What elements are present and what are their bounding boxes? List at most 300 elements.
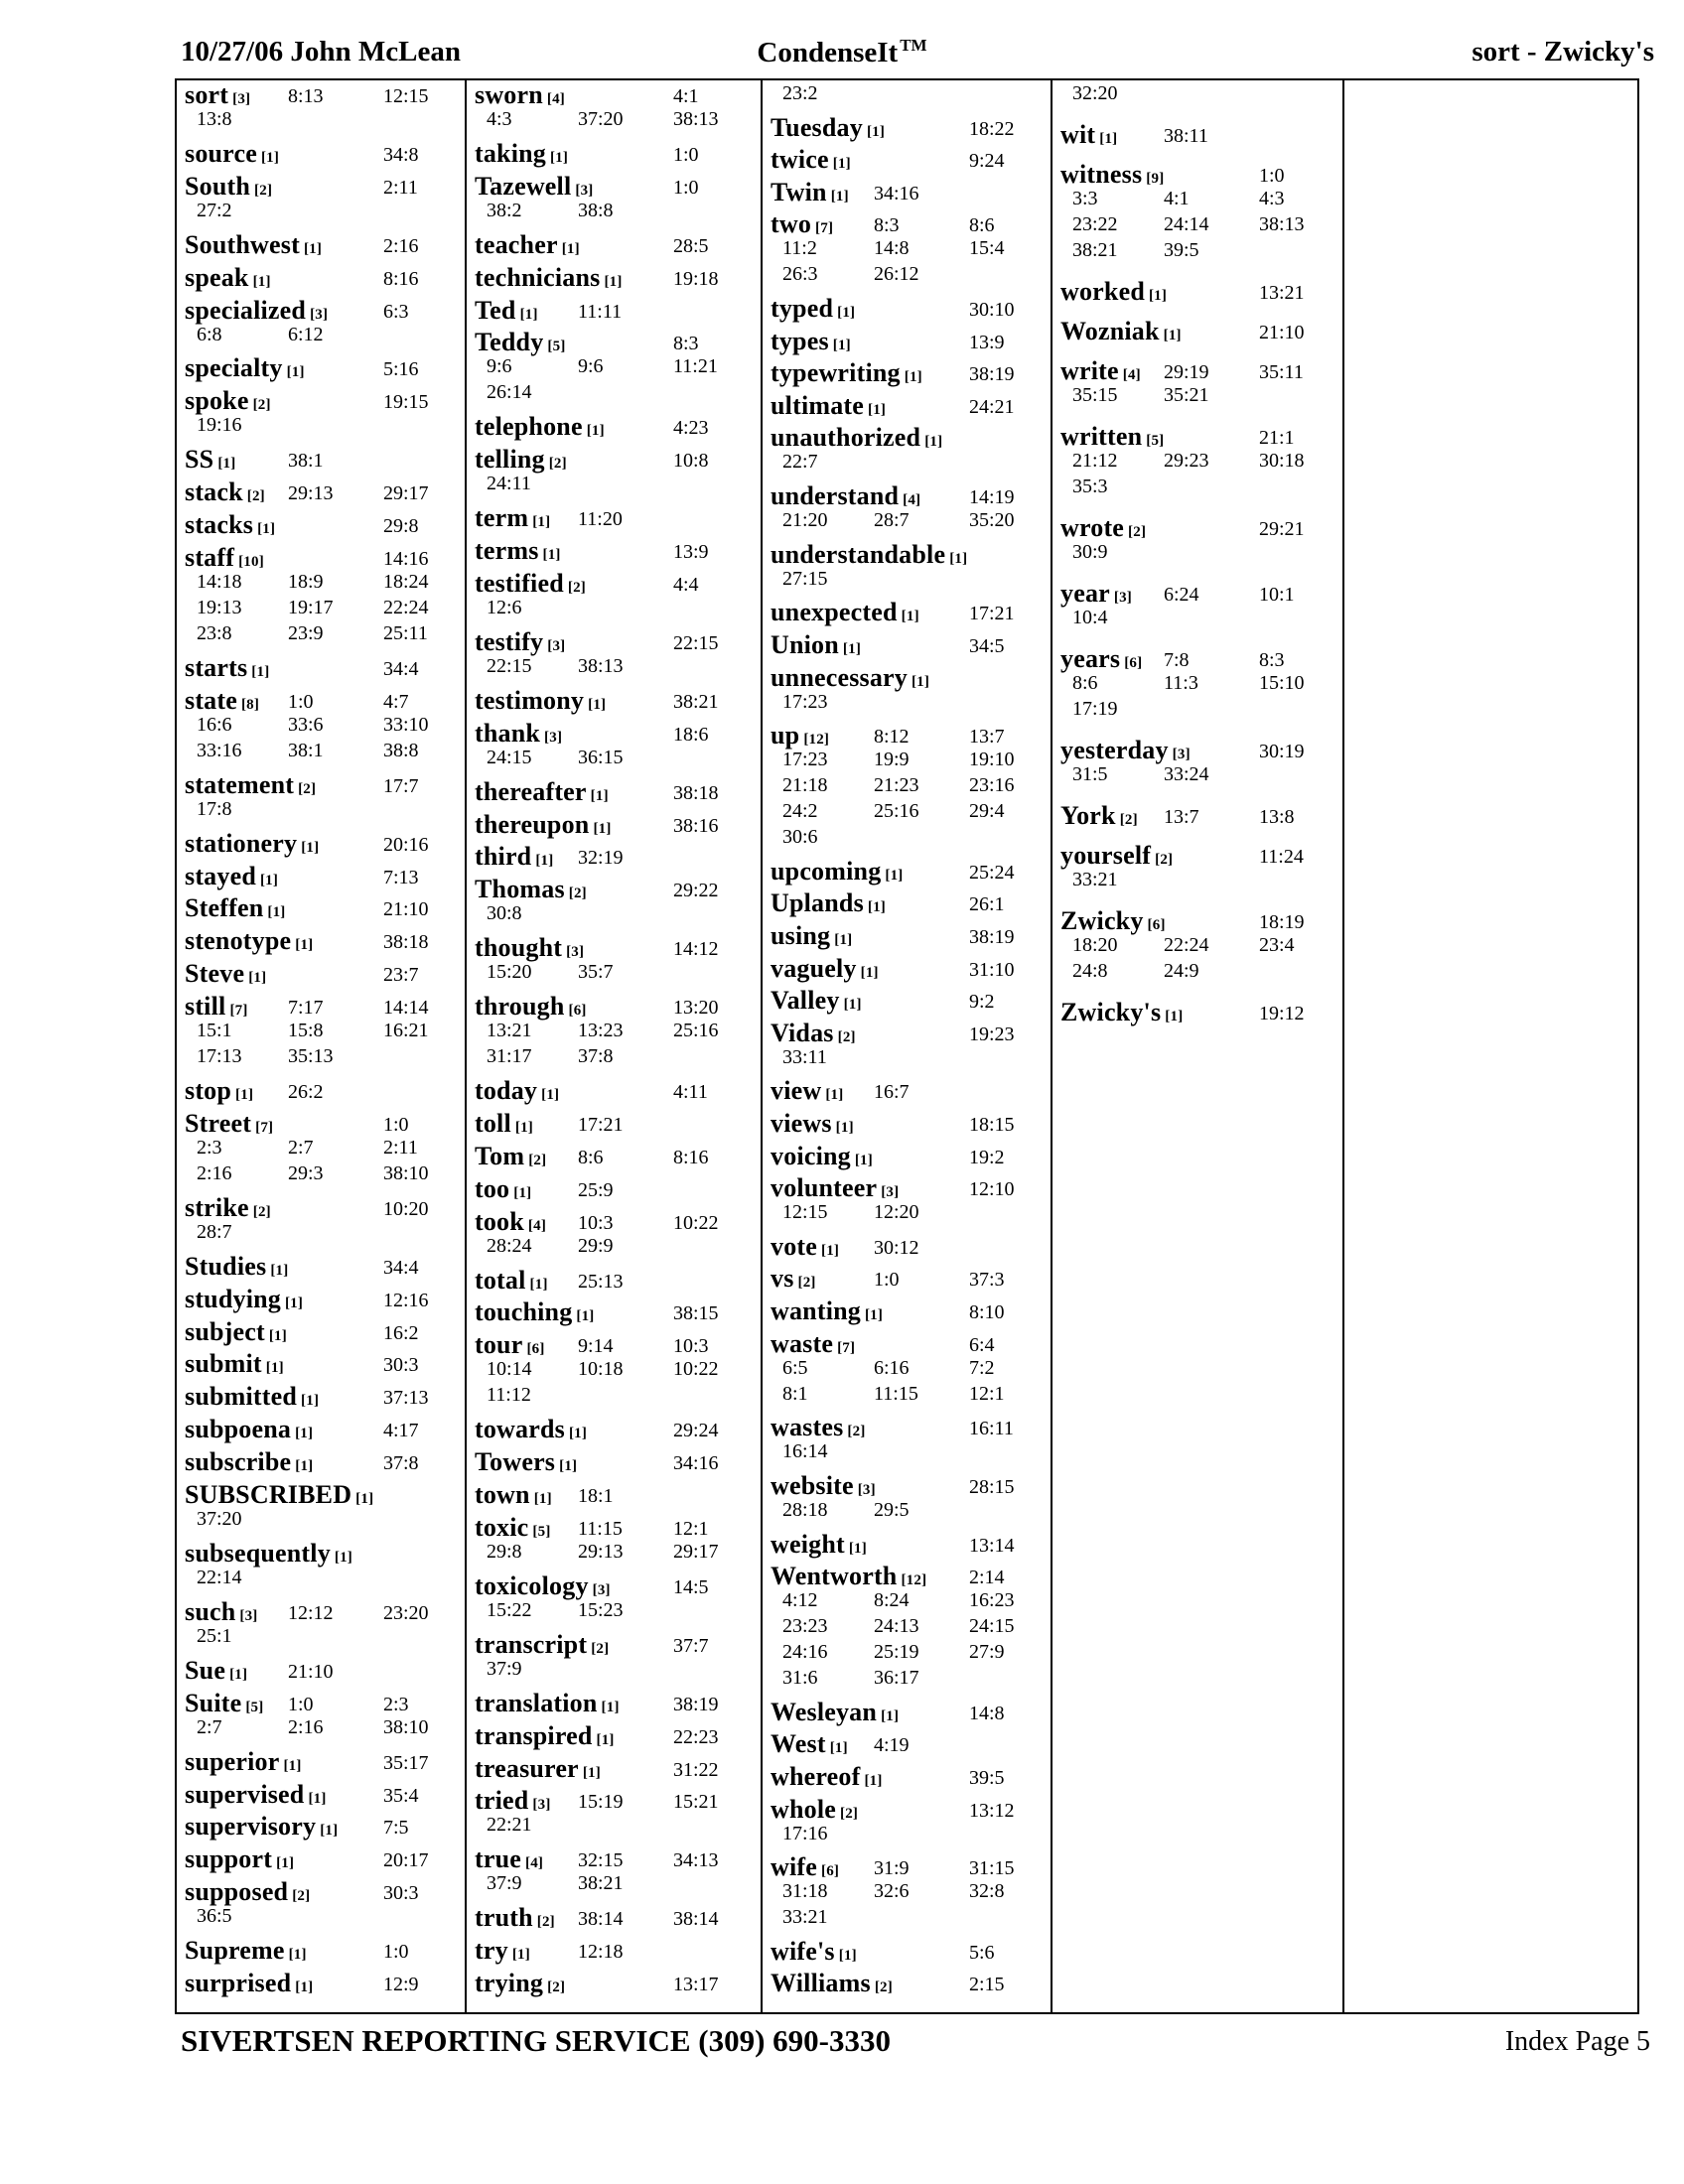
index-reference: 30:9: [1072, 541, 1108, 563]
index-word: [771, 1969, 893, 2002]
index-entry: [1060, 80, 1342, 106]
index-reference: 24:21: [969, 395, 1015, 418]
index-entry: [185, 770, 465, 822]
index-entry-first-line: [185, 1108, 465, 1138]
index-reference-row: [185, 796, 465, 822]
index-entry-first-line: [1060, 998, 1342, 1024]
index-reference: 8:16: [673, 1146, 709, 1168]
index-reference: 10:1: [1259, 584, 1295, 606]
index-word: [771, 1264, 816, 1297]
index-word-text: wastes: [771, 1413, 844, 1442]
index-word: [475, 1266, 548, 1299]
index-reference: 11:3: [1164, 672, 1198, 694]
index-word-text: stacks: [185, 510, 254, 540]
index-word-count: [1]: [576, 1308, 595, 1325]
index-word-count: [1]: [533, 1491, 552, 1508]
index-word-count: [5]: [547, 339, 566, 355]
index-entry: [185, 926, 465, 956]
index-word-text: voicing: [771, 1141, 851, 1170]
index-reference: 37:13: [383, 1387, 429, 1410]
index-word-count: [1]: [832, 337, 851, 353]
index-reference: 32:19: [578, 847, 624, 870]
index-word: [185, 1285, 303, 1318]
index-word-count: [3]: [544, 729, 563, 746]
index-entry: [185, 893, 465, 923]
index-entry-first-line: [185, 1447, 465, 1477]
index-word: [771, 178, 849, 211]
index-reference: 35:15: [1072, 384, 1118, 406]
index-entry-first-line: [771, 1413, 1051, 1442]
index-reference-row: [1060, 696, 1342, 722]
index-reference: 38:19: [673, 1693, 719, 1715]
index-reference: 24:2: [782, 800, 818, 823]
index-word-count: [3]: [547, 637, 566, 654]
index-reference: 15:20: [487, 961, 532, 984]
index-word: [475, 1689, 620, 1722]
index-entry-first-line: [185, 652, 465, 682]
index-reference: 38:2: [487, 199, 522, 221]
index-word: [475, 1297, 595, 1331]
index-word-count: [5]: [1146, 433, 1165, 449]
index-reference: 22:15: [487, 654, 532, 677]
index-entry: [185, 1812, 465, 1842]
index-reference: 4:11: [673, 1081, 708, 1104]
index-entry-first-line: [475, 229, 761, 259]
index-word: [185, 1076, 253, 1110]
index-word-count: [2]: [874, 1979, 893, 1996]
index-word-text: stenotype: [185, 926, 292, 956]
index-word-count: [1]: [259, 872, 279, 888]
index-entry: [185, 1382, 465, 1412]
index-reference: 37:20: [197, 1508, 242, 1531]
index-word-count: [1]: [868, 401, 887, 418]
index-reference: 38:8: [578, 199, 614, 221]
index-reference: 12:1: [969, 1382, 1005, 1405]
index-word-text: thought: [475, 933, 563, 963]
index-word-count: [1]: [864, 1772, 883, 1789]
index-word-count: [1]: [848, 1540, 867, 1557]
index-reference: 34:16: [673, 1452, 719, 1475]
index-entry: [185, 229, 465, 259]
index-entry: [771, 1471, 1051, 1523]
index-word-text: Twin: [771, 177, 827, 206]
index-entry-first-line: [475, 568, 761, 598]
index-reference: 8:3: [874, 214, 900, 237]
index-reference: 26:12: [874, 263, 919, 286]
index-entry-first-line: [185, 1382, 465, 1412]
index-entry-first-line: [771, 326, 1051, 355]
index-word-text: true: [475, 1844, 521, 1874]
index-entry-first-line: [475, 1076, 761, 1106]
index-entry-first-line: [771, 1936, 1051, 1966]
index-word-text: stationery: [185, 828, 298, 858]
index-reference: 33:21: [1072, 869, 1118, 890]
index-reference: 37:20: [578, 108, 624, 130]
index-entry: [771, 1019, 1051, 1070]
index-word-text: telling: [475, 445, 545, 475]
index-word-text: Wesleyan: [771, 1697, 878, 1726]
index-entry-first-line: [475, 1513, 761, 1542]
index-reference: 9:2: [969, 991, 995, 1014]
index-word-text: two: [771, 209, 812, 239]
index-entry-first-line: [475, 1903, 761, 1933]
index-reference-row: [771, 1821, 1051, 1846]
index-word-text: total: [475, 1265, 526, 1295]
index-word-text: Supreme: [185, 1936, 285, 1966]
index-word: [771, 145, 851, 179]
index-word-text: unauthorized: [771, 423, 921, 453]
index-entry: [1060, 513, 1342, 565]
index-word-text: Valley: [771, 986, 840, 1016]
index-word: [771, 921, 852, 955]
index-reference: 22:14: [197, 1567, 242, 1588]
index-entry-first-line: [185, 1596, 465, 1626]
trademark-mark: TM: [900, 36, 927, 55]
index-reference: 10:8: [673, 450, 709, 473]
index-entry: [475, 1786, 761, 1838]
index-entry-first-line: [185, 1480, 465, 1510]
index-reference: 21:18: [782, 774, 828, 797]
index-reference: 32:15: [578, 1849, 624, 1872]
index-word: [475, 842, 553, 876]
index-reference: 6:3: [383, 300, 409, 323]
index-reference: 9:14: [578, 1335, 614, 1358]
index-entry: [1060, 120, 1342, 149]
index-entry: [1060, 356, 1342, 408]
index-entry-first-line: [185, 959, 465, 989]
index-entry: [475, 1076, 761, 1106]
index-reference: 38:21: [578, 1872, 624, 1895]
index-entry-first-line: [1060, 277, 1342, 306]
index-word-text: whereof: [771, 1761, 861, 1791]
index-entry-first-line: [475, 1753, 761, 1783]
index-entry-first-line: [475, 875, 761, 904]
index-reference: 30:3: [383, 1354, 419, 1377]
index-entry: [771, 209, 1051, 287]
index-word-count: [6]: [568, 1003, 587, 1020]
index-entry: [475, 412, 761, 442]
index-reference: 1:0: [874, 1269, 900, 1292]
index-word-text: such: [185, 1596, 236, 1626]
index-word: [475, 1109, 533, 1143]
index-word-text: SUBSCRIBED: [185, 1480, 352, 1510]
index-reference: 5:16: [383, 358, 419, 381]
index-reference: 6:16: [874, 1356, 910, 1379]
index-word: [475, 1142, 546, 1175]
index-word-text: understand: [771, 481, 900, 511]
index-word: [475, 536, 561, 570]
index-word-count: [1]: [842, 640, 862, 657]
index-entry-first-line: [475, 1297, 761, 1327]
index-entry-first-line: [771, 423, 1051, 453]
index-reference: 30:10: [969, 299, 1015, 322]
index-entry-first-line: [1060, 579, 1342, 608]
index-reference: 4:17: [383, 1420, 419, 1442]
index-entry: [771, 326, 1051, 355]
index-word-text: terms: [475, 536, 539, 566]
index-entry-first-line: [771, 178, 1051, 204]
index-word-text: telephone: [475, 412, 583, 442]
index-reference: 33:11: [782, 1045, 827, 1068]
index-entry-first-line: [1060, 356, 1342, 385]
index-entry-first-line: [771, 1529, 1051, 1559]
index-reference: 15:19: [578, 1791, 624, 1814]
index-entry: [475, 719, 761, 770]
index-word-count: [2]: [567, 579, 586, 596]
index-word-count: [2]: [797, 1275, 816, 1292]
index-entry-first-line: [771, 721, 1051, 751]
index-word-count: [12]: [901, 1572, 927, 1589]
index-entry: [475, 295, 761, 325]
index-word-text: thereafter: [475, 776, 587, 806]
index-word-text: superior: [185, 1746, 280, 1776]
index-word-count: [1]: [924, 434, 943, 451]
index-entry-first-line: [771, 1141, 1051, 1170]
index-entry-first-line: [185, 1284, 465, 1313]
index-word: [771, 630, 861, 664]
index-word-text: starts: [185, 652, 248, 682]
index-entry: [185, 828, 465, 858]
index-word-text: yesterday: [1060, 736, 1169, 764]
index-word-count: [1]: [834, 931, 853, 948]
index-reference: 28:24: [487, 1234, 532, 1257]
index-word-text: thereupon: [475, 809, 590, 839]
index-entry-first-line: [475, 1108, 761, 1138]
index-entry-first-line: [475, 412, 761, 442]
index-word-count: [1]: [267, 904, 286, 921]
index-word-text: tour: [475, 1330, 523, 1360]
index-reference: 19:17: [288, 596, 334, 618]
index-word-text: toll: [475, 1108, 511, 1138]
index-entry: [771, 1329, 1051, 1407]
index-reference: 13:21: [1259, 282, 1305, 304]
index-reference: 9:6: [487, 355, 512, 378]
index-reference: 12:18: [578, 1941, 624, 1964]
index-entry: [475, 992, 761, 1069]
index-reference-row: [475, 379, 761, 405]
index-word-count: [1]: [568, 1426, 588, 1442]
index-reference-row: [1060, 932, 1342, 958]
index-word-text: subscribe: [185, 1447, 292, 1477]
index-reference: 38:10: [383, 1161, 429, 1184]
footer-page-label: Index Page 5: [1504, 2026, 1650, 2057]
index-entry-first-line: [185, 1415, 465, 1444]
index-reference: 17:8: [197, 797, 232, 820]
index-reference-row: [475, 1356, 761, 1382]
index-entry-first-line: [185, 1746, 465, 1776]
index-entry-first-line: [1060, 513, 1342, 542]
index-word-text: state: [185, 685, 237, 715]
index-entry-first-line: [475, 1688, 761, 1717]
index-reference: 37:8: [383, 1452, 419, 1475]
index-reference: 1:0: [383, 1941, 409, 1964]
index-reference: 2:11: [383, 176, 418, 199]
index-word-text: teacher: [475, 229, 558, 259]
index-entry-first-line: [771, 539, 1051, 569]
index-reference: 18:24: [383, 570, 429, 593]
index-entry: [771, 1562, 1051, 1691]
index-reference: 30:12: [874, 1236, 919, 1259]
index-reference-row: [771, 1639, 1051, 1665]
index-reference-row: [475, 471, 761, 496]
index-word-text: York: [1060, 801, 1116, 830]
index-word-count: [2]: [252, 1203, 271, 1220]
index-entry: [771, 80, 1051, 106]
index-entry-first-line: [475, 1969, 761, 1998]
index-word: [475, 686, 606, 720]
index-reference: 18:1: [578, 1485, 614, 1508]
index-word-count: [6]: [1124, 655, 1143, 671]
index-word-count: [2]: [548, 456, 567, 473]
index-word: [185, 1252, 288, 1286]
index-reference-row: [1060, 237, 1342, 263]
index-word-count: [1]: [535, 853, 554, 870]
index-reference: 20:17: [383, 1849, 429, 1872]
index-entry: [1060, 841, 1342, 892]
index-reference: 38:15: [673, 1302, 719, 1325]
index-word-text: vs: [771, 1264, 794, 1294]
index-word-count: [1]: [838, 1947, 857, 1964]
index-word: [475, 777, 609, 811]
index-reference: 7:17: [288, 997, 324, 1020]
index-word-count: [2]: [847, 1424, 866, 1440]
index-entry: [1060, 277, 1342, 306]
index-entry-first-line: [771, 1697, 1051, 1726]
index-entry: [771, 390, 1051, 420]
index-entry-first-line: [475, 445, 761, 475]
index-word-count: [4]: [903, 492, 921, 509]
index-word-count: [1]: [885, 867, 904, 884]
index-word-text: translation: [475, 1688, 598, 1717]
index-word-count: [1]: [864, 1307, 884, 1324]
index-reference: 2:16: [288, 1715, 324, 1738]
index-entry-first-line: [475, 992, 761, 1022]
index-reference: 9:24: [969, 150, 1005, 173]
index-word: [185, 1780, 327, 1814]
index-word: [185, 959, 266, 993]
index-entry: [185, 959, 465, 989]
index-reference-row: [771, 1878, 1051, 1904]
index-reference: 10:3: [673, 1335, 709, 1358]
index-word-text: tried: [475, 1786, 529, 1816]
index-reference: 30:19: [1259, 741, 1305, 762]
index-entry: [185, 1877, 465, 1929]
index-entry-first-line: [475, 171, 761, 201]
index-word-count: [1]: [248, 970, 267, 987]
index-entry: [185, 1076, 465, 1106]
index-reference-row: [771, 261, 1051, 287]
index-entry-first-line: [771, 1969, 1051, 1998]
index-reference-row: [185, 322, 465, 347]
index-word-text: touching: [475, 1297, 573, 1327]
index-word-text: West: [771, 1729, 826, 1759]
index-reference: 24:11: [487, 473, 531, 495]
index-reference: 38:14: [673, 1908, 719, 1931]
index-entry: [475, 1141, 761, 1170]
index-word-text: specialized: [185, 295, 307, 325]
index-reference-row: [475, 959, 761, 985]
index-word-count: [1]: [1163, 328, 1182, 343]
index-reference: 38:1: [288, 450, 324, 473]
index-word: [771, 327, 851, 360]
index-entry-first-line: [1060, 906, 1342, 935]
index-entry-first-line: [475, 685, 761, 715]
index-reference-row: [475, 353, 761, 379]
index-word: [185, 1747, 302, 1781]
index-reference: 18:19: [1259, 911, 1305, 933]
index-reference: 13:8: [197, 108, 232, 130]
index-word-text: studying: [185, 1284, 281, 1313]
index-reference-row: [185, 1018, 465, 1043]
header-title-text: CondenseIt: [757, 36, 899, 68]
index-entry-first-line: [475, 80, 761, 109]
index-reference: 18:22: [969, 117, 1015, 140]
index-reference: 16:14: [782, 1440, 828, 1463]
index-word-count: [1]: [829, 1740, 848, 1757]
index-reference: 35:13: [288, 1045, 334, 1068]
index-reference: 25:1: [197, 1624, 232, 1647]
index-entry-first-line: [475, 328, 761, 357]
index-entry: [185, 510, 465, 540]
index-word-count: [1]: [593, 820, 612, 837]
index-reference: 29:13: [578, 1541, 624, 1563]
index-word-text: strike: [185, 1192, 249, 1222]
index-entry-first-line: [1060, 801, 1342, 830]
index-entry-first-line: [475, 262, 761, 292]
index-word-text: support: [185, 1844, 273, 1874]
index-word: [771, 1076, 843, 1110]
index-entry: [475, 875, 761, 926]
index-reference: 23:4: [1259, 934, 1295, 956]
index-reference: 21:23: [874, 774, 919, 797]
index-reference: 27:9: [969, 1641, 1005, 1664]
index-entry-first-line: [771, 856, 1051, 886]
index-reference: 2:3: [383, 1693, 409, 1715]
index-reference: 25:9: [578, 1178, 614, 1201]
index-entry-first-line: [475, 1141, 761, 1170]
index-entry-first-line: [475, 536, 761, 566]
index-entry: [475, 1173, 761, 1203]
index-word-text: Steffen: [185, 893, 264, 923]
index-word-count: [1]: [519, 306, 538, 323]
index-reference: 17:19: [1072, 698, 1118, 720]
index-reference: 29:17: [383, 482, 429, 505]
index-reference-row: [475, 1382, 761, 1408]
index-reference: 2:7: [288, 1136, 314, 1159]
index-entry: [771, 112, 1051, 142]
index-reference-row: [771, 235, 1051, 261]
index-entry: [185, 861, 465, 890]
index-entry-first-line: [185, 1936, 465, 1966]
index-reference: 8:6: [578, 1146, 604, 1168]
index-reference: 34:4: [383, 1256, 419, 1279]
index-word-text: Teddy: [475, 328, 544, 357]
index-reference: 26:2: [288, 1081, 324, 1104]
index-word-count: [3]: [239, 1607, 258, 1624]
index-entry: [771, 358, 1051, 388]
index-reference: 35:20: [969, 509, 1015, 532]
index-word: [771, 986, 862, 1020]
index-word-text: statement: [185, 769, 295, 799]
index-reference: 31:5: [1072, 763, 1108, 785]
index-word-count: [1]: [601, 1699, 620, 1715]
index-word: [475, 503, 550, 537]
index-reference: 22:24: [383, 596, 429, 618]
index-reference: 12:6: [487, 596, 522, 618]
index-word-count: [6]: [821, 1863, 840, 1880]
index-entry-first-line: [185, 262, 465, 292]
index-word-text: unexpected: [771, 598, 898, 627]
